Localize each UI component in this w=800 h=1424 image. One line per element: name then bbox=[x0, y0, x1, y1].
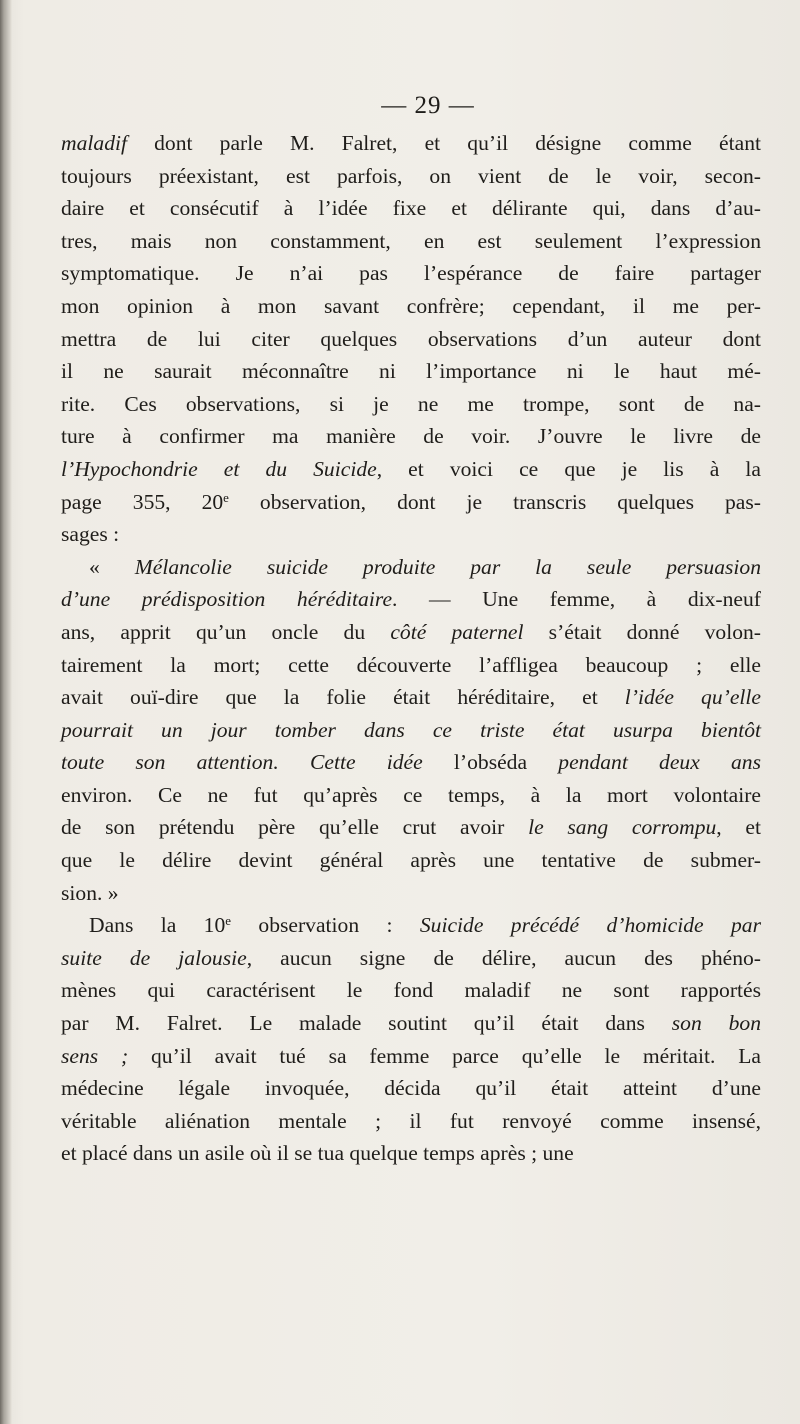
italic-text: toute son attention. Cette idée bbox=[61, 750, 423, 775]
text-run: , et bbox=[716, 815, 762, 840]
superscript: e bbox=[225, 913, 232, 929]
text-run: il ne saurait méconnaître ni l’importance ni le haut mé- bbox=[61, 359, 761, 384]
text-run: environ. Ce ne fut qu’après ce temps, à la mort volontaire bbox=[61, 782, 761, 807]
text-line bbox=[61, 1105, 761, 1138]
text-run: sion. » bbox=[61, 880, 119, 905]
text-line bbox=[61, 127, 761, 160]
text-run: page 355, 20 bbox=[61, 489, 224, 514]
text-line bbox=[61, 1040, 761, 1073]
text-run: véritable aliénation mentale ; il fut renvoyé comme insensé, bbox=[61, 1108, 761, 1133]
superscript: e bbox=[223, 489, 229, 505]
text-run: et placé dans un asile où il se tua quelque temps après ; une bbox=[61, 1141, 574, 1166]
text-run: médecine légale invoquée, décida qu’il était atteint d’une bbox=[61, 1076, 761, 1101]
text-run: ans, apprit qu’un oncle du bbox=[61, 619, 391, 644]
text-line bbox=[61, 453, 761, 486]
text-run: que le délire devint général après une tentative de submer- bbox=[61, 848, 761, 873]
italic-text: le sang corrompu bbox=[528, 815, 717, 840]
italic-text: sens ; bbox=[61, 1043, 129, 1068]
italic-text: d’une prédisposition héréditaire bbox=[61, 587, 393, 612]
text-run: ture à confirmer ma manière de voir. J’ouvre le livre de bbox=[61, 424, 761, 449]
text-line bbox=[61, 323, 761, 356]
text-run: rite. Ces observations, si je ne me trompe, sont de na- bbox=[61, 391, 761, 416]
text-run: de son prétendu père qu’elle crut avoir bbox=[61, 815, 529, 840]
italic-text: Suicide précédé d’homicide par bbox=[419, 913, 761, 938]
text-run: tairement la mort; cette découverte l’affligea beaucoup ; elle bbox=[61, 652, 761, 677]
text-line bbox=[61, 257, 761, 290]
text-line bbox=[61, 942, 761, 975]
italic-text: son bon bbox=[671, 1011, 761, 1036]
text-line bbox=[61, 192, 761, 225]
text-run: avait ouï-dire que la folie était héréditaire, et bbox=[61, 685, 625, 710]
text-run: dont parle M. Falret, et qu’il désigne comme étant bbox=[126, 131, 761, 155]
body-text bbox=[61, 127, 761, 1170]
text-run: l’obséda bbox=[422, 750, 559, 775]
text-line bbox=[61, 746, 761, 779]
text-run: , et voici ce que je lis à la bbox=[376, 456, 761, 481]
text-run: tres, mais non constamment, en est seulement l’expression bbox=[61, 228, 761, 253]
text-line bbox=[61, 779, 761, 812]
text-run: mènes qui caractérisent le fond maladif ne sont rapportés bbox=[61, 978, 761, 1003]
text-line bbox=[61, 225, 761, 258]
text-line bbox=[61, 420, 761, 453]
text-run: observation : bbox=[231, 913, 420, 938]
text-line bbox=[61, 681, 761, 714]
text-line bbox=[61, 486, 761, 519]
italic-text: l’idée qu’elle bbox=[624, 685, 761, 710]
text-run: mettra de lui citer quelques observations d’un auteur dont bbox=[61, 326, 761, 351]
text-line bbox=[61, 290, 761, 323]
text-run: qu’il avait tué sa femme parce qu’elle le méritait. La bbox=[128, 1043, 761, 1068]
text-run: toujours préexistant, est parfois, on vient de le voir, secon- bbox=[61, 163, 761, 188]
italic-text: suite de jalousie bbox=[61, 945, 247, 970]
text-line bbox=[61, 551, 761, 584]
text-line bbox=[61, 388, 761, 421]
text-line bbox=[61, 1007, 761, 1040]
text-line bbox=[61, 518, 761, 551]
text-run: , aucun signe de délire, aucun des phéno- bbox=[246, 945, 761, 970]
text-line bbox=[61, 974, 761, 1007]
text-run: par M. Falret. Le malade soutint qu’il était dans bbox=[61, 1011, 672, 1036]
text-line bbox=[61, 909, 761, 942]
italic-text: maladif bbox=[61, 131, 127, 155]
text-line bbox=[61, 1072, 761, 1105]
text-line bbox=[61, 811, 761, 844]
text-run: observation, dont je transcris quelques pas- bbox=[228, 489, 761, 514]
italic-text: l’Hypochondrie et du Suicide bbox=[61, 456, 377, 481]
italic-text: pendant deux ans bbox=[558, 750, 761, 775]
text-run: s’était donné volon- bbox=[523, 619, 762, 644]
text-line bbox=[61, 844, 761, 877]
text-line bbox=[61, 877, 761, 910]
text-line bbox=[61, 160, 761, 193]
text-run: « bbox=[89, 554, 135, 579]
text-line bbox=[61, 714, 761, 747]
text-run: sages : bbox=[61, 522, 120, 547]
italic-text: côté paternel bbox=[390, 619, 524, 644]
text-run: symptomatique. Je n’ai pas l’espérance de faire partager bbox=[61, 261, 761, 286]
text-line bbox=[61, 1137, 761, 1170]
text-line bbox=[61, 583, 761, 616]
page-number: — 29 — bbox=[381, 92, 475, 119]
text-line bbox=[61, 616, 761, 649]
text-run: Dans la 10 bbox=[89, 913, 226, 938]
text-run: daire et consécutif à l’idée fixe et délirante qui, dans d’au- bbox=[61, 196, 761, 221]
italic-text: Mélancolie suicide produite par la seule persuasion bbox=[134, 554, 762, 579]
text-run: mon opinion à mon savant confrère; cependant, il me per- bbox=[61, 293, 761, 318]
text-run: . — Une femme, à dix-neuf bbox=[392, 587, 761, 612]
page-binding-edge bbox=[0, 0, 12, 1424]
text-line bbox=[61, 355, 761, 388]
text-line bbox=[61, 649, 761, 682]
italic-text: pourrait un jour tomber dans ce triste état usurpa bientôt bbox=[61, 717, 761, 742]
